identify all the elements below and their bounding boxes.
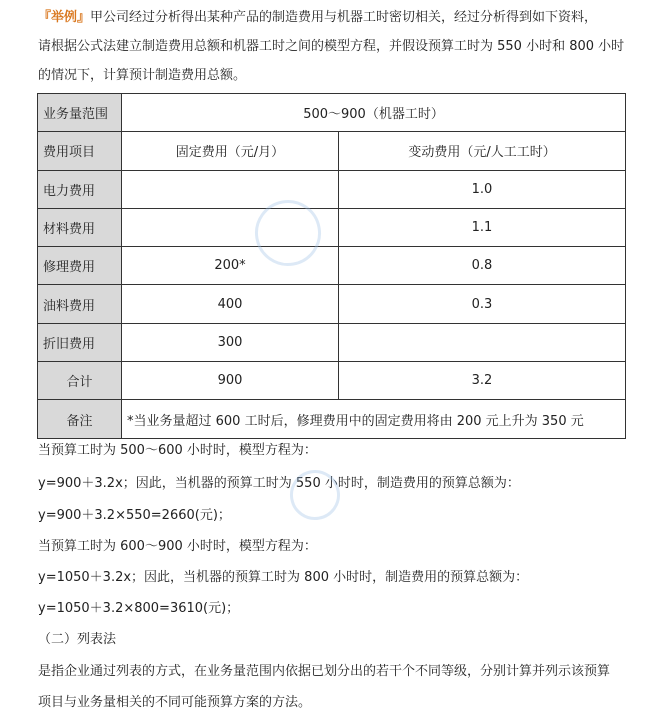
- body-line: 项目与业务量相关的不同可能预算方案的方法。: [38, 695, 312, 710]
- body-line: y=900＋3.2x；因此，当机器的预算工时为 550 小时时，制造费用的预算总额为：: [38, 476, 520, 491]
- row-variable: 1.1: [339, 208, 626, 246]
- note-text: *当业务量超过 600 工时后，修理费用中的固定费用将由 200 元上升为 350 元: [122, 400, 626, 438]
- row-name: 电力费用: [38, 170, 122, 208]
- intro-line-3: 的情况下，计算预计制造费用总额。: [38, 68, 247, 83]
- row-fixed: [122, 208, 339, 246]
- body-line: 是指企业通过列表的方式，在业务量范围内依据已划分出的若干个不同等级，分别计算并列示该预算: [38, 664, 611, 679]
- note-label: 备注: [38, 400, 122, 438]
- row-variable: 0.8: [339, 247, 626, 285]
- range-label: 业务量范围: [38, 94, 122, 132]
- row-name: 合计: [38, 362, 122, 400]
- row-fixed: 300: [122, 323, 339, 361]
- range-value: 500～900（机器工时）: [122, 94, 626, 132]
- row-variable: [339, 323, 626, 361]
- body-line: 当预算工时为 500～600 小时时，模型方程为：: [38, 443, 317, 458]
- example-tag: 『举例』: [38, 10, 91, 25]
- body-line: 当预算工时为 600～900 小时时，模型方程为：: [38, 539, 317, 554]
- table-row: [38, 323, 626, 361]
- intro-text-1: 甲公司经过分析得出某种产品的制造费用与机器工时密切相关，经过分析得到如下资料，: [90, 10, 598, 25]
- body-line: y=900＋3.2×550=2660(元)；: [38, 508, 231, 523]
- row-name: 材料费用: [38, 208, 122, 246]
- row-variable: 1.0: [339, 170, 626, 208]
- row-name: 折旧费用: [38, 323, 122, 361]
- row-name: 油料费用: [38, 285, 122, 323]
- row-fixed: [122, 170, 339, 208]
- body-line: y=1050＋3.2x；因此，当机器的预算工时为 800 小时时，制造费用的预算总额为：: [38, 570, 529, 585]
- row-fixed: 400: [122, 285, 339, 323]
- variable-header: 变动费用（元/人工工时）: [339, 132, 626, 170]
- row-fixed: 200*: [122, 247, 339, 285]
- intro-line-2: 请根据公式法建立制造费用总额和机器工时之间的模型方程，并假设预算工时为 550 小时和 800 小时: [38, 39, 625, 54]
- row-name: 修理费用: [38, 247, 122, 285]
- body-line: y=1050＋3.2×800=3610(元)；: [38, 601, 240, 616]
- table-row-note: [38, 400, 626, 438]
- table-row: [38, 208, 626, 246]
- section-heading: （二）列表法: [38, 632, 117, 647]
- table-row-header: [38, 132, 626, 170]
- table-row-range: [38, 94, 626, 132]
- expense-table: [37, 93, 626, 439]
- table-row: [38, 170, 626, 208]
- row-fixed: 900: [122, 362, 339, 400]
- intro-line-1: [38, 3, 597, 33]
- table-row: [38, 285, 626, 323]
- row-variable: 3.2: [339, 362, 626, 400]
- item-label: 费用项目: [38, 132, 122, 170]
- table-row-total: [38, 362, 626, 400]
- table-row: [38, 247, 626, 285]
- fixed-header: 固定费用（元/月）: [122, 132, 339, 170]
- row-variable: 0.3: [339, 285, 626, 323]
